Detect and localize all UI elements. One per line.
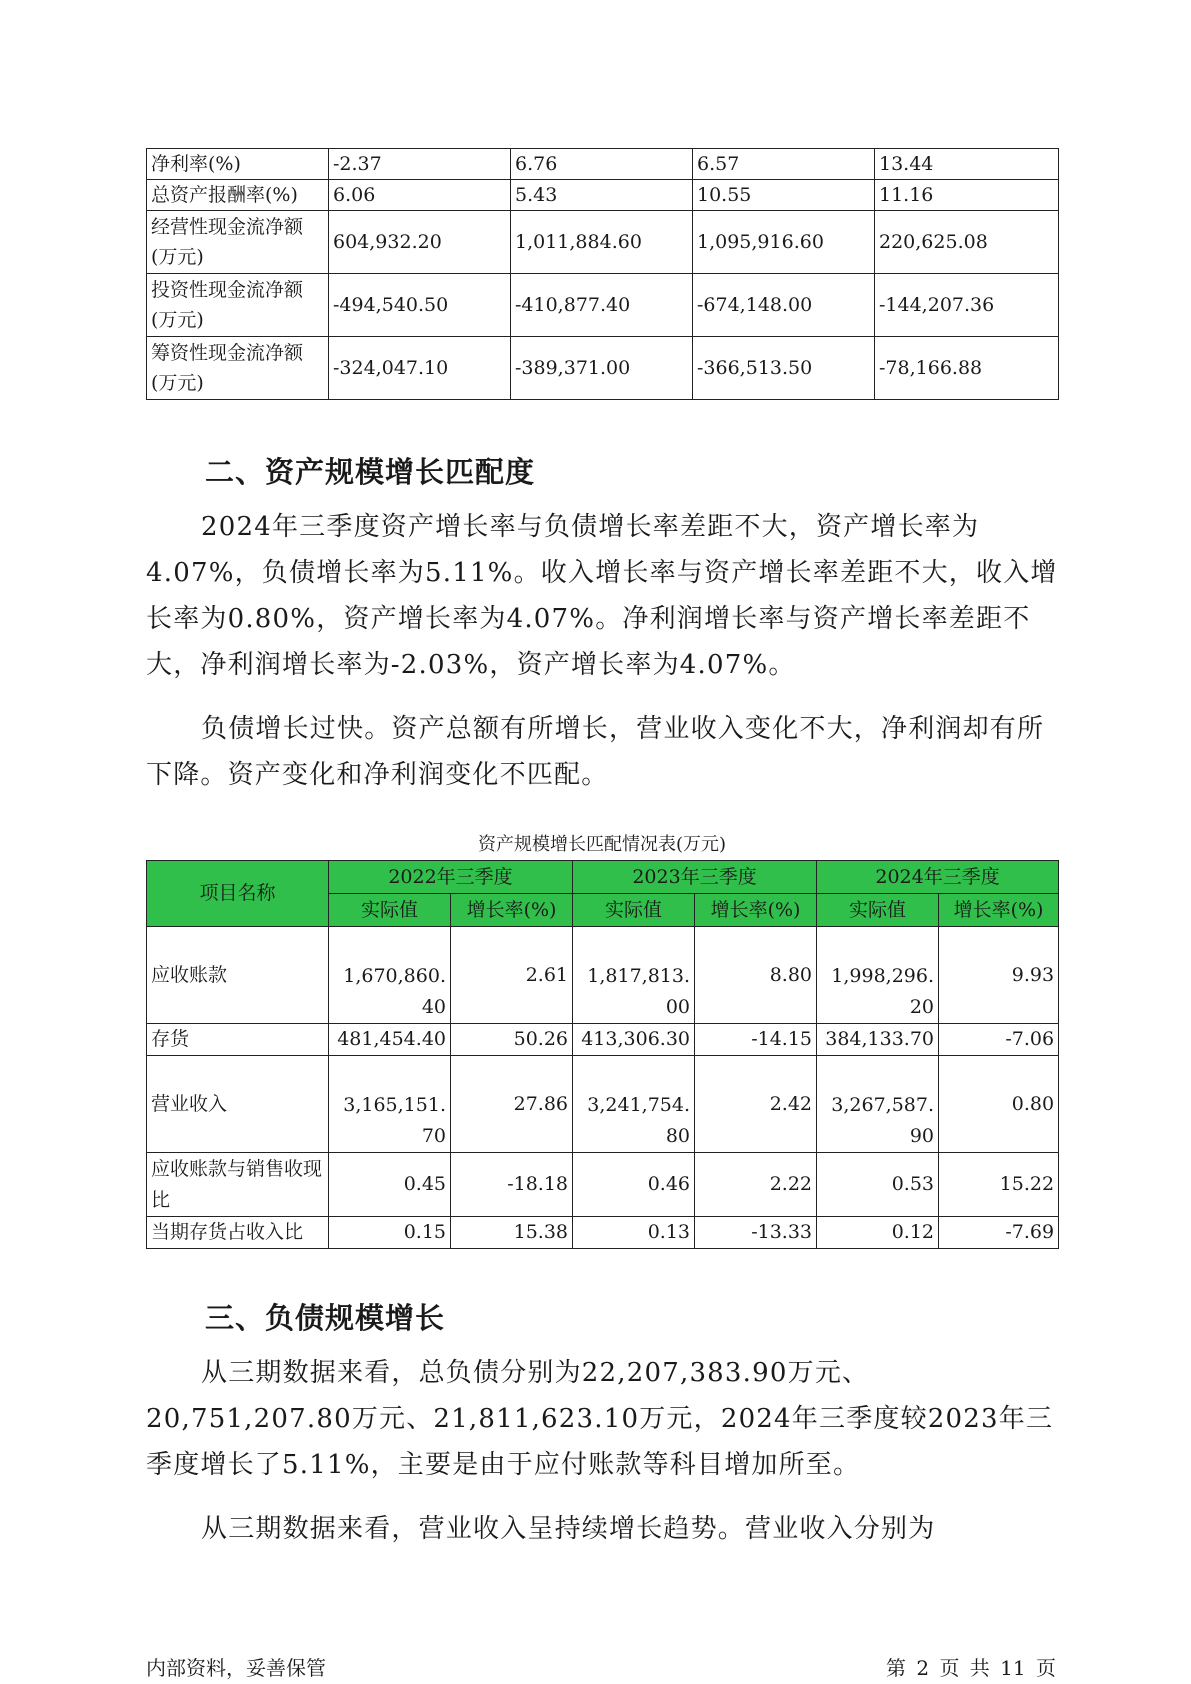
table-cell: 1,817,813.00 xyxy=(573,927,695,1024)
table-cell: 0.13 xyxy=(573,1217,695,1249)
table-cell: -13.33 xyxy=(695,1217,817,1249)
table-caption: 资产规模增长匹配情况表(万元) xyxy=(477,834,727,855)
table-cell: 413,306.30 xyxy=(573,1024,695,1056)
table-cell: -389,371.00 xyxy=(511,337,693,400)
table-cell: -144,207.36 xyxy=(875,274,1059,337)
table-row xyxy=(147,211,1059,274)
footer-page-number: 第 2 页 共 11 页 xyxy=(886,1656,1056,1680)
table-cell: -410,877.40 xyxy=(511,274,693,337)
period-header: 2022年三季度 xyxy=(329,861,573,894)
actual-value-header: 实际值 xyxy=(329,894,451,927)
body-paragraph: 负债增长过快。资产总额有所增长，营业收入变化不大，净利润却有所下降。资产变化和净利润变化不匹配。 xyxy=(146,714,1045,790)
body-paragraph: 从三期数据来看，总负债分别为22,207,383.90万元、20,751,207.80万元、21,811,623.10万元，2024年三季度较2023年三季度增长了5.11%，主要是由于应付账款等科目增加所至。 xyxy=(146,1358,1054,1480)
table-row xyxy=(147,1153,1059,1217)
growth-rate-header: 增长率(%) xyxy=(939,894,1059,927)
table-cell: -14.15 xyxy=(695,1024,817,1056)
table-cell: 5.43 xyxy=(511,180,693,211)
table-cell: 9.93 xyxy=(939,927,1059,1024)
row-label: 投资性现金流净额(万元) xyxy=(147,274,329,337)
period-header: 2024年三季度 xyxy=(817,861,1059,894)
table-cell: 10.55 xyxy=(693,180,875,211)
table-cell: 2.61 xyxy=(451,927,573,1024)
table-row xyxy=(147,1024,1059,1056)
table-cell: -674,148.00 xyxy=(693,274,875,337)
table-cell: 0.53 xyxy=(817,1153,939,1217)
table-cell: 604,932.20 xyxy=(329,211,511,274)
table-cell: 6.57 xyxy=(693,149,875,180)
table-row xyxy=(147,337,1059,400)
table-row xyxy=(147,274,1059,337)
table-cell: 1,670,860.40 xyxy=(329,927,451,1024)
item-name-header: 项目名称 xyxy=(147,861,329,927)
actual-value-header: 实际值 xyxy=(573,894,695,927)
section-heading: 二、资产规模增长匹配度 xyxy=(205,455,536,489)
table-cell: 384,133.70 xyxy=(817,1024,939,1056)
table-cell: -18.18 xyxy=(451,1153,573,1217)
row-label: 应收账款与销售收现比 xyxy=(147,1153,329,1217)
table-cell: 2.42 xyxy=(695,1056,817,1153)
row-label: 筹资性现金流净额(万元) xyxy=(147,337,329,400)
row-label: 净利率(%) xyxy=(147,149,329,180)
table-cell: -2.37 xyxy=(329,149,511,180)
growth-rate-header: 增长率(%) xyxy=(695,894,817,927)
row-label: 存货 xyxy=(147,1024,329,1056)
section-heading: 三、负债规模增长 xyxy=(205,1301,446,1335)
table-cell: 3,267,587.90 xyxy=(817,1056,939,1153)
table-cell: 0.46 xyxy=(573,1153,695,1217)
table-cell: 0.12 xyxy=(817,1217,939,1249)
table-cell: -494,540.50 xyxy=(329,274,511,337)
table-cell: 481,454.40 xyxy=(329,1024,451,1056)
table-row xyxy=(147,1056,1059,1153)
period-header: 2023年三季度 xyxy=(573,861,817,894)
table-cell: 11.16 xyxy=(875,180,1059,211)
table-cell: 27.86 xyxy=(451,1056,573,1153)
table-cell: -7.06 xyxy=(939,1024,1059,1056)
table-cell: -324,047.10 xyxy=(329,337,511,400)
row-label: 应收账款 xyxy=(147,927,329,1024)
table-cell: -78,166.88 xyxy=(875,337,1059,400)
header-row xyxy=(147,861,1059,894)
table-cell: 0.80 xyxy=(939,1056,1059,1153)
body-paragraph: 2024年三季度资产增长率与负债增长率差距不大，资产增长率为4.07%，负债增长率为5.11%。收入增长率与资产增长率差距不大，收入增长率为0.80%，资产增长率为4.07%。净利润增长率与资产增长率差距不大，净利润增长率为-2.03%，资产增长率为4.07%。 xyxy=(146,512,1058,680)
table-cell: 15.38 xyxy=(451,1217,573,1249)
table-cell: 50.26 xyxy=(451,1024,573,1056)
table-cell: 6.76 xyxy=(511,149,693,180)
table-row xyxy=(147,149,1059,180)
table-cell: -7.69 xyxy=(939,1217,1059,1249)
table-cell: 1,011,884.60 xyxy=(511,211,693,274)
table-cell: 1,095,916.60 xyxy=(693,211,875,274)
table-cell: 0.15 xyxy=(329,1217,451,1249)
asset-growth-table xyxy=(146,860,1059,1249)
table-cell: 13.44 xyxy=(875,149,1059,180)
body-paragraph: 从三期数据来看，营业收入呈持续增长趋势。营业收入分别为 xyxy=(201,1514,936,1544)
table-cell: 2.22 xyxy=(695,1153,817,1217)
table-cell: 1,998,296.20 xyxy=(817,927,939,1024)
table-cell: 220,625.08 xyxy=(875,211,1059,274)
actual-value-header: 实际值 xyxy=(817,894,939,927)
table-row xyxy=(147,180,1059,211)
table-cell: -366,513.50 xyxy=(693,337,875,400)
table-row xyxy=(147,927,1059,1024)
table-cell: 15.22 xyxy=(939,1153,1059,1217)
row-label: 总资产报酬率(%) xyxy=(147,180,329,211)
growth-rate-header: 增长率(%) xyxy=(451,894,573,927)
footer-confidential-note: 内部资料，妥善保管 xyxy=(146,1656,326,1680)
table-cell: 0.45 xyxy=(329,1153,451,1217)
row-label: 当期存货占收入比 xyxy=(147,1217,329,1249)
row-label: 营业收入 xyxy=(147,1056,329,1153)
table-cell: 6.06 xyxy=(329,180,511,211)
row-label: 经营性现金流净额(万元) xyxy=(147,211,329,274)
table-cell: 3,165,151.70 xyxy=(329,1056,451,1153)
financial-ratios-table xyxy=(146,148,1059,400)
table-cell: 3,241,754.80 xyxy=(573,1056,695,1153)
table-cell: 8.80 xyxy=(695,927,817,1024)
table-row xyxy=(147,1217,1059,1249)
